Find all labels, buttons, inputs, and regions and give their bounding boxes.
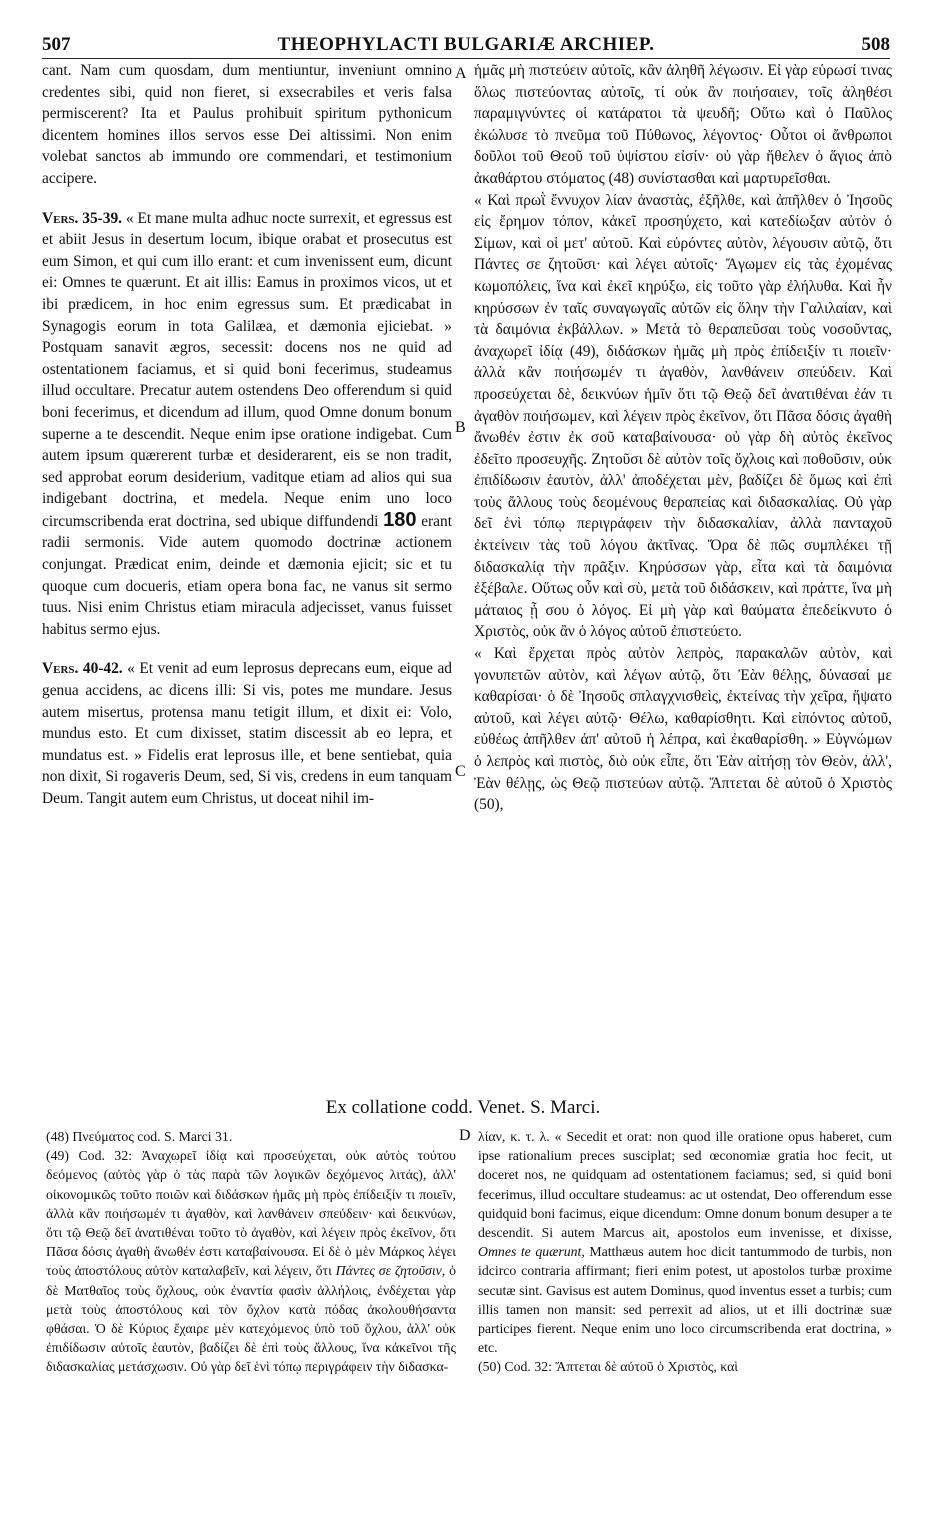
- column-number: 180: [383, 508, 417, 531]
- latin-paragraph-2-text: « Et mane multa adhuc nocte surrexit, et egressus est et abiit Jesus in desertum locum, ibique orabat et prosecutus est eum Simon, et qui cum illo erant: et cum invenissent eum, dicunt ei: Omnes te quærunt. Et ait illis: Eamus in proximos vicos, ut et ibi prædicem, in hoc enim egressus sum. Et prædicabat in Synagogis eorum in tota Galilæa, et dæmonia ejiciebat. » Postquam sanavit ægros, secessit: docens nos ne quid ad ostentationem faciamus, et si quid boni fecerimus, studeamus illud occultare. Precatur autem ostendens Deo offerendum si quid boni fecerimus, et dicendum ad illum, quod Omne donum bonum superne a te descendit. Neque enim ipse oratione indigebat. Cum autem ipsum quærerent turbæ et desiderarent, eis se non tradit, sed approbat eorum desiderium, vaditque etiam ad alios qui sua indigebant doctrina, et medela. Neque enim uno loco circumscribenda erat doctrina, sed ubique diffundendi: [42, 209, 452, 530]
- footnotes-left: [46, 1127, 456, 1377]
- footnote-49-latin: [478, 1127, 892, 1357]
- greek-paragraph-1: ἡμᾶς μὴ πιστεύειν αὐτοῖς, κἂν ἀληθῆ λέγωσιν. Εἰ γὰρ εὑρωσί τινας ὅλως πιστεύοντας αὐτοῖς, τί οὐκ ἂν ποιήσαιεν, τοῖς ἀληθέσι παραμιγνύντες οἱ κατάρατοι τὰ ψευδῆ; Οὕτω καὶ ὁ Παῦλος ἐκώλυσε τὸ πνεῦμα τοῦ Πύθωνος, λέγοντος· Οὗτοι οἱ ἄνθρωποι δοῦλοι τοῦ Θεοῦ τοῦ ὑψίστου εἰσίν· οὐ γὰρ ἤθελεν ὁ ἅγιος ἀπὸ ἀκαθάρτου στόματος (48) συνίστασθαι καὶ μαρτυρεῖσθαι.: [474, 62, 892, 187]
- margin-marker-a: A: [455, 65, 467, 82]
- footnote-49: [46, 1146, 456, 1376]
- running-title: THEOPHYLACTI BULGARIÆ ARCHIEP.: [277, 34, 655, 55]
- footnote-49-latin-text: λίαν, κ. τ. λ. « Secedit et orat: non quod ille oratione opus haberet, cum ipse rationalium preces susciplat; sed œconomiæ gratia hoc fecit, ut doceret nos, ne quidquam ad ostentationem faciamus; sed, si quid boni fecerimus, illud occultare studeamus: ac ut ostendat, Deo offerendum esse quidquid boni facimus, eique dicendum: Omne donum bonum desuper a te descendit. Si autem Marcus ait, apostolos eum invenisse, et dixisse,: [478, 1129, 892, 1241]
- footnote-50: (50) Cod. 32: Ἅπτεται δὲ αὐτοῦ ὁ Χριστὸς, καὶ: [478, 1359, 739, 1375]
- footnote-49-latin-quote: Omnes te quærunt: [478, 1244, 582, 1260]
- margin-marker-d: D: [459, 1127, 471, 1144]
- collation-heading: Ex collatione codd. Venet. S. Marci.: [325, 1097, 601, 1118]
- latin-paragraph-2: [42, 208, 452, 641]
- right-page-number: 508: [861, 34, 890, 55]
- footnote-49-quote: Πάντες σε ζητοῦσιν: [335, 1263, 442, 1279]
- latin-paragraph-3-text: « Et venit ad eum leprosus deprecans eum, eique ad genua accidens, ac dicens illi: Si vis, potes me mundare. Jesus autem misertus, protensa manu tetigit illum, et dixit ei: Volo, mundus esto. Et cum dixisset, statim discessit ab eo lepra, et mundatus est. » Fidelis erat leprosus ille, et bene sentiebat, quia non dixit, Si rogaveris Deum, sed, Si vis, credens in eum tanquam Deum. Tangit autem eum Christus, ut doceat nihil im-: [42, 660, 452, 807]
- latin-paragraph-2-continued: erant radii sermonis. Vide autem quomodo doctrinæ actionem conjungat. Prædicat enim, deinde et dæmonia ejicit; sic et tu quoque cum docueris, etiam opera bona fac, ne vanus sit sermo tuus. Nisi enim Christus etiam miracula adjecisset, vanus fuisset habitus sermo ejus.: [42, 512, 452, 638]
- verse-label: Vers. 40-42.: [42, 660, 123, 678]
- footnote-49-latin-continued: , Matthæus autem hoc dicit tantummodo de turbis, non idcirco contraria affirmant; fieri enim potest, ut apostolos turbæ proxime secutæ sint. Gavisus est autem Dominus, quod inventus esset a turbis; cum illis tamen non mansit: sed perrexit ad alios, ut et illi doctrinæ suæ participes fierent. Neque enim uno loco circumscribenda erat doctrina, » etc.: [478, 1244, 892, 1356]
- margin-marker-b: B: [455, 419, 466, 436]
- footnote-49-continued: , ὁ δὲ Ματθαῖος τοὺς ὄχλους, οὐκ ἐναντία φασὶν ἀλλήλοις, ἐνδέχεται γὰρ μετὰ τοὺς ἀποστόλους καὶ τὸν ὄχλον κατὰ πόδας ἀκολουθήσαντα φθάσαι. Ὁ δὲ Κύριος ἔχαιρε μὲν κατεχόμενος ὑπὸ τοῦ ὄχλου, ἀλλ' οὐκ ἐπιδίδωσιν αὐτοῖς ἑαυτὸν, βαδίζει δὲ ἐπὶ τοὺς ἄλλους, ἵνα κἀκεῖνοι τῆς διδασκαλίας μετάσχωσιν. Οὐ γὰρ δεῖ ἑνὶ τόπῳ περιγράφειν τὴν διδασκα-: [46, 1263, 456, 1375]
- left-page-number: 507: [42, 34, 71, 55]
- latin-paragraph-1: cant. Nam cum quosdam, dum mentiuntur, inveniunt omnino credentes sibi, quid non fieret, si exsecrabiles et veris falsa permiscerent? Ita et Paulus prohibuit spiritum pythonicum dicentem homines illos servos esse Dei altissimi. Non enim volebat sanctos ab immundo ore commendari, et testimonium accipere.: [42, 62, 452, 187]
- footnote-48: (48) Πνεύματος cod. S. Marci 31.: [46, 1129, 233, 1144]
- footnotes-right: [478, 1127, 892, 1377]
- verse-label: Vers. 35-39.: [42, 209, 123, 227]
- greek-paragraph-3: « Καὶ ἔρχεται πρὸς αὐτὸν λεπρὸς, παρακαλῶν αὐτὸν, καὶ γονυπετῶν αὐτὸν, καὶ λέγων αὐτῷ, ὅτι Ἐὰν θέλῃς, δύνασαί με καθαρίσαι· ὁ δὲ Ἰησοῦς σπλαγχνισθεὶς, ἐκτείνας τὴν χεῖρα, ἥψατο αὐτοῦ, καὶ λέγει αὐτῷ· Θέλω, καθαρίσθητι. Καὶ εἰπόντος αὐτοῦ, εὐθέως ἀπῆλθεν ἀπ' αὐτοῦ ἡ λέπρα, καὶ ἐκαθαρίσθη. » Εὐγνώμων ὁ λεπρὸς καὶ πιστὸς, διὸ οὐκ εἶπε, ὅτι Ἐὰν αἰτήσῃ τὸν Θεὸν, ἀλλ', Ἐὰν θέλῃς, ὡς Θεῷ πιστεύων αὐτῷ. Ἅπτεται δὲ αὐτοῦ ὁ Χριστὸς (50),: [474, 645, 892, 814]
- greek-paragraph-2: « Καὶ πρωῒ ἔννυχον λίαν ἀναστὰς, ἐξῆλθε, καὶ ἀπῆλθεν ὁ Ἰησοῦς εἰς ἔρημον τόπον, κἀκεῖ προσηύχετο, καὶ κατεδίωξαν αὐτὸν ὁ Σίμων, καὶ οἱ μετ' αὐτοῦ. Καὶ εὑρόντες αὐτὸν, λέγουσιν αὐτῷ, ὅτι Πάντες σε ζητοῦσι· καὶ λέγει αὐτοῖς· Ἄγωμεν εἰς τὰς ἐχομένας κωμοπόλεις, ἵνα καὶ ἐκεῖ κηρύξω, εἰς τοῦτο γὰρ ἐλήλυθα. Καὶ ἦν κηρύσσων ἐν ταῖς συναγωγαῖς αὐτῶν εἰς ὅλην τὴν Γαλιλαίαν, καὶ τὰ δαιμόνια ἐκβάλλων. » Μετὰ τὸ θεραπεῦσαι τοὺς νοσοῦντας, ἀναχωρεῖ ἰδίᾳ (49), διδάσκων ἡμᾶς μὴ πρὸς ἐπίδειξίν τι ποιεῖν· ἀλλὰ κἂν ποιήσωμέν τι ἀγαθὸν, λανθάνειν σπεύδειν. Καὶ προσεύχεται δὲ, δεικνύων ἡμῖν ὅτι τῷ Θεῷ δεῖ ἀνατιθέναι ἐάν τι ἀγαθὸν ποιήσωμεν, καὶ λέγειν πρὸς ἐκεῖνον, ὅτι Πᾶσα δόσις ἀγαθὴ ἄνωθέν ἐστιν ἐκ σοῦ καταβαίνουσα· οὐ γὰρ δὴ αὐτὸς ἐκεῖνος ἐδεῖτο προσευχῆς. Ζητοῦσι δὲ αὐτὸν τοῖς ὄχλοις καὶ ποθοῦσιν, οὐκ ἐπιδίδωσιν ἑαυτὸν, ἀλλ' ἀποδέχεται μὲν, βαδίζει δὲ ὅμως καὶ ἐπὶ τοὺς ἄλλους τοὺς δεομένους θεραπείας καὶ διδασκαλίας. Οὐ γὰρ δεῖ ἑνὶ τόπῳ περιγράφειν τὴν διδασκαλίαν, ἀλλὰ πανταχοῦ ἐκτείνειν τὰς τοῦ λόγου ἀκτῖνας. Ὅρα δὲ πῶς συμπλέκει τῇ διδασκαλίᾳ τὴν πρᾶξιν. Κηρύσσων γὰρ, εἶτα καὶ τὰ δαιμόνια ἐξέβαλε. Οὕτως οὖν καὶ σὺ, μετὰ τοῦ διδάσκειν, καὶ πράττε, ἵνα μὴ μάταιος ᾖ σου ὁ λόγος. Εἰ μὴ γὰρ καὶ θαύματα ἐπεδείκνυτο ὁ Χριστὸς, οὐκ ἂν ὁ λόγος αὐτοῦ ἐπιστεύετο.: [474, 191, 892, 641]
- greek-column: [474, 60, 892, 816]
- running-header: [42, 30, 890, 59]
- margin-marker-c: C: [455, 763, 466, 780]
- footnote-49-text: (49) Cod. 32: Ἀναχωρεῖ ἰδίᾳ καὶ προσεύχεται, οὐκ αὐτὸς τούτου δεόμενος (αὐτὸς γὰρ ὁ τὰς παρὰ τῶν λογικῶν δεχόμενος λιτάς), ἀλλ' οἰκονομικῶς τοῦτο ποιῶν καὶ διδάσκων ἡμᾶς μὴ πρὸς ἐπίδειξίν τι ποιεῖν, ἀλλὰ κἂν ποιήσωμέν τι ἀγαθὸν, καὶ λανθάνειν σπεύδειν· καὶ δεικνύων, ὅτι τῷ Θεῷ δεῖ ἀνατιθέναι τοῦτο τὸ ἀγαθὸν, καὶ λέγειν πρὸς ἐκεῖνον, ὅτι Πᾶσα δόσις ἀγαθὴ ἄνωθέν ἐστι καταβαίνουσα. Εἰ δὲ ὁ μὲν Μάρκος λέγει τοὺς ἀποστόλους αὐτὸν καταλαβεῖν, καὶ λέγειν, ὅτι: [46, 1148, 456, 1279]
- latin-column: [42, 60, 452, 810]
- latin-paragraph-3: [42, 658, 452, 809]
